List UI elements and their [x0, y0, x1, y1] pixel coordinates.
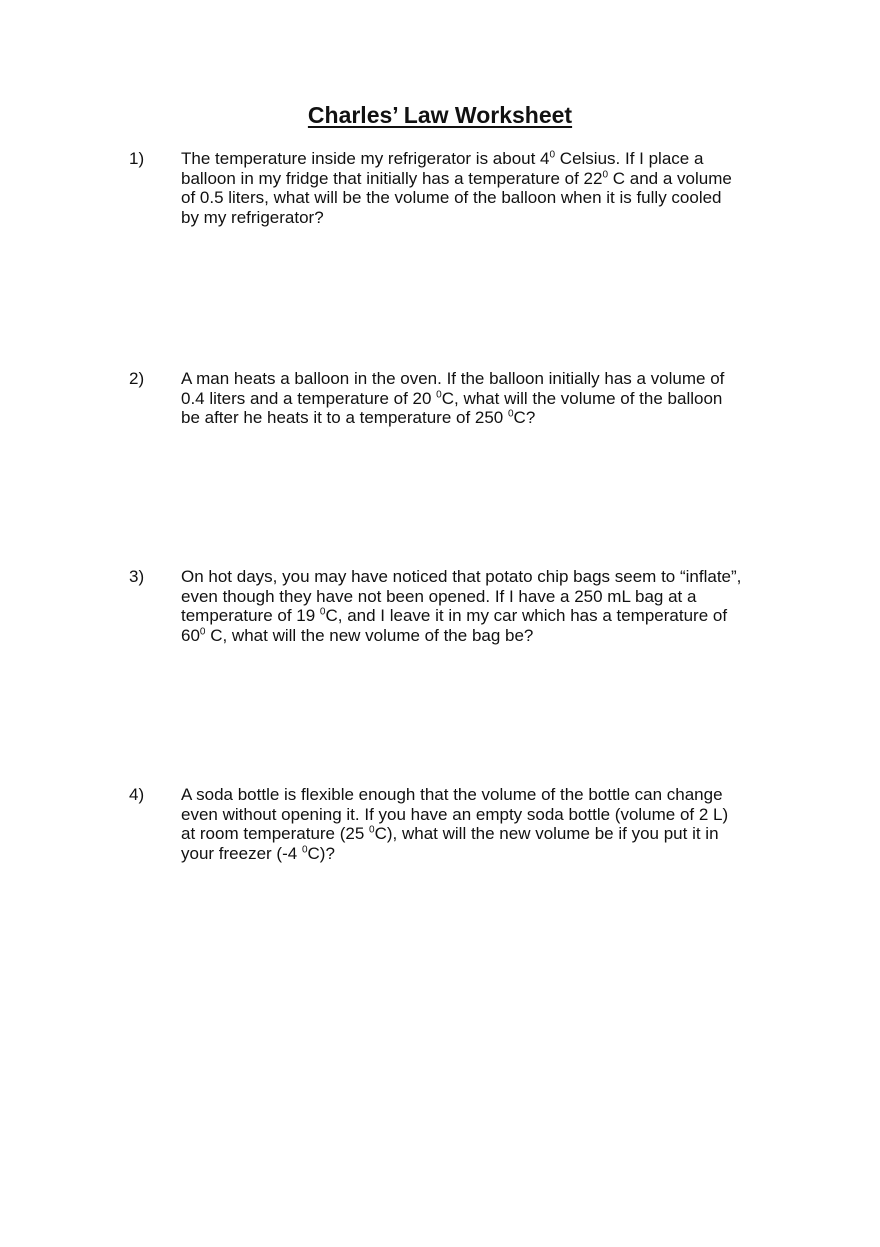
question-number: 3) [129, 567, 145, 586]
degree-superscript: 0 [602, 169, 609, 180]
question-number: 4) [129, 785, 145, 804]
question-line: balloon in my fridge that initially has a temperature of $22^0$ C and a volume [181, 168, 732, 188]
question-line: A soda bottle is flexible enough that the volume of the bottle can change [181, 785, 723, 804]
degree-superscript: 0 [301, 844, 308, 855]
question-text [181, 369, 753, 428]
degree-superscript: 0 [549, 149, 556, 161]
question-number: 2) [129, 369, 145, 388]
question-line: A man heats a balloon in the oven. If the balloon initially has a volume of [181, 369, 725, 388]
question-line: On hot days, you may have noticed that potato chip bags seem to “inflate”, [181, 567, 742, 586]
question-line: even without opening it. If you have an empty soda bottle (volume of 2 L) [181, 804, 729, 824]
question-text [181, 567, 753, 645]
question-text [181, 785, 753, 863]
question-text [181, 149, 753, 227]
question-line: your freezer (-4 $^0$C)? [181, 843, 335, 863]
page-title: Charles’ Law Worksheet [307, 102, 573, 128]
question-line: 0.4 liters and a temperature of 20 $^0$C, what will the volume of the balloon [181, 388, 723, 408]
degree-superscript: 0 [369, 824, 375, 836]
degree-superscript: 0 [319, 606, 326, 618]
question-line: temperature of 19 $^0$C, and I leave it in my car which has a temperature of [181, 606, 728, 625]
question-line: $60^0$ C, what will the new volume of the bag be? [181, 625, 534, 645]
degree-superscript: 0 [507, 408, 514, 420]
question-line: even though they have not been opened. If I have a 250 mL bag at a [181, 586, 697, 606]
degree-superscript: 0 [199, 626, 206, 637]
question-line: be after he heats it to a temperature of 250 $^0$C? [181, 408, 536, 427]
question-number: 1) [129, 149, 145, 168]
degree-superscript: 0 [436, 389, 442, 400]
question-line: at room temperature (25 $^0$C), what will the new volume be if you put it in [181, 824, 719, 843]
question-line: by my refrigerator? [181, 207, 324, 227]
question-line: of 0.5 liters, what will be the volume of the balloon when it is fully cooled [181, 188, 722, 207]
question-line: The temperature inside my refrigerator is about $4^0$ Celsius. If I place a [181, 149, 704, 168]
